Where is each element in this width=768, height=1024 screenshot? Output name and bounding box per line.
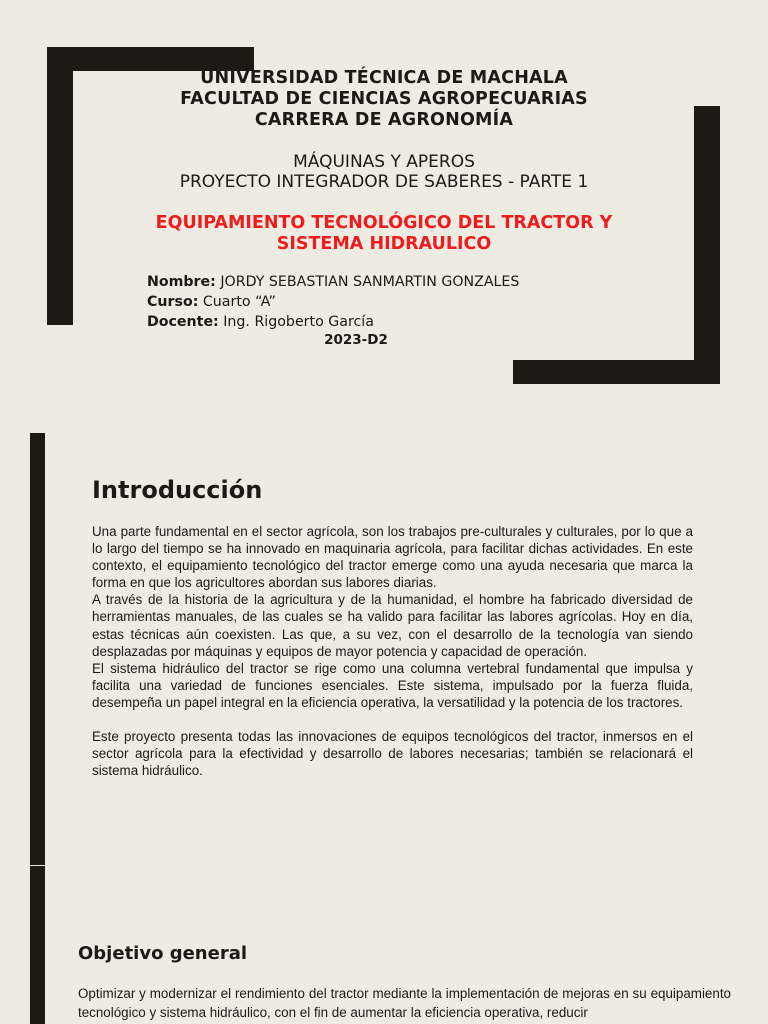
author-info bbox=[147, 272, 519, 332]
project-name: PROYECTO INTEGRADOR DE SABERES - PARTE 1 bbox=[179, 172, 589, 192]
name-label: Nombre: bbox=[147, 274, 216, 290]
course-label: Curso: bbox=[147, 294, 199, 310]
teacher-label: Docente: bbox=[147, 314, 219, 330]
intro-paragraph-2: A través de la historia de la agricultura y de la humanidad, el hombre ha fabricado diversidad de herramientas manuales, de las cuales se ha valido para facilitar las labores agrícolas. Hoy en día, estas técnicas aún coexisten. Las que, a su vez, con el desarrollo de la tecnología van siendo desplazadas por máquinas y equipos de mayor potencia y capacidad de operación. bbox=[92, 592, 693, 659]
paragraph-gap bbox=[92, 711, 693, 728]
academic-period: 2023-D2 bbox=[324, 332, 388, 348]
course-value: Cuarto “A” bbox=[202, 294, 276, 310]
subject-block bbox=[0, 152, 768, 192]
subject-name: MÁQUINAS Y APEROS bbox=[293, 152, 475, 172]
name-value: JORDY SEBASTIAN SANMARTIN GONZALES bbox=[220, 274, 520, 290]
institution-header bbox=[0, 68, 768, 131]
frame-bottom-right-horizontal bbox=[513, 360, 720, 384]
course-row bbox=[147, 292, 519, 312]
page-divider bbox=[30, 865, 45, 866]
introduction-body bbox=[92, 523, 693, 779]
objective-heading: Objetivo general bbox=[78, 943, 248, 964]
faculty-name: FACULTAD DE CIENCIAS AGROPECUARIAS bbox=[180, 89, 588, 109]
career-name: CARRERA DE AGRONOMÍA bbox=[254, 110, 514, 130]
intro-paragraph-3: El sistema hidráulico del tractor se rige como una columna vertebral fundamental que impulsa y facilita una variedad de funciones esenciales. Este sistema, impulsado por la fuerza fluida, desempeña un papel integral en la eficiencia operativa, la versatilidad y la potencia de los tractores. bbox=[92, 660, 693, 710]
university-name: UNIVERSIDAD TÉCNICA DE MACHALA bbox=[200, 68, 568, 88]
objective-text: Optimizar y modernizar el rendimiento del tractor mediante la implementación de mejoras en su equipamiento tecnológico y sistema hidráulico, con el fin de aumentar la eficiencia operativa, reducir bbox=[78, 986, 731, 1020]
title-line-1: EQUIPAMIENTO TECNOLÓGICO DEL TRACTOR Y bbox=[155, 213, 613, 233]
introduction-heading: Introducción bbox=[92, 476, 263, 504]
name-row bbox=[147, 272, 519, 292]
document-title bbox=[0, 213, 768, 255]
intro-paragraph-4: Este proyecto presenta todas las innovaciones de equipos tecnológicos del tractor, inmersos en el sector agrícola para la efectividad y desarrollo de labores necesarias; también se relacionará el sistema hidráulico. bbox=[92, 729, 693, 779]
title-line-2: SISTEMA HIDRAULICO bbox=[276, 234, 492, 254]
intro-paragraph-1: Una parte fundamental en el sector agrícola, son los trabajos pre-culturales y culturales, por lo que a lo largo del tiempo se ha innovado en maquinaria agrícola, para facilitar dichas actividades. En este contexto, el equipamiento tecnológico del tractor emerge como una ayuda necesaria que marca la forma en que los agricultores abordan sus labores diarias. bbox=[92, 524, 693, 591]
teacher-row bbox=[147, 312, 519, 332]
page-left-border bbox=[30, 433, 45, 1024]
teacher-value: Ing. Rigoberto García bbox=[223, 314, 374, 330]
